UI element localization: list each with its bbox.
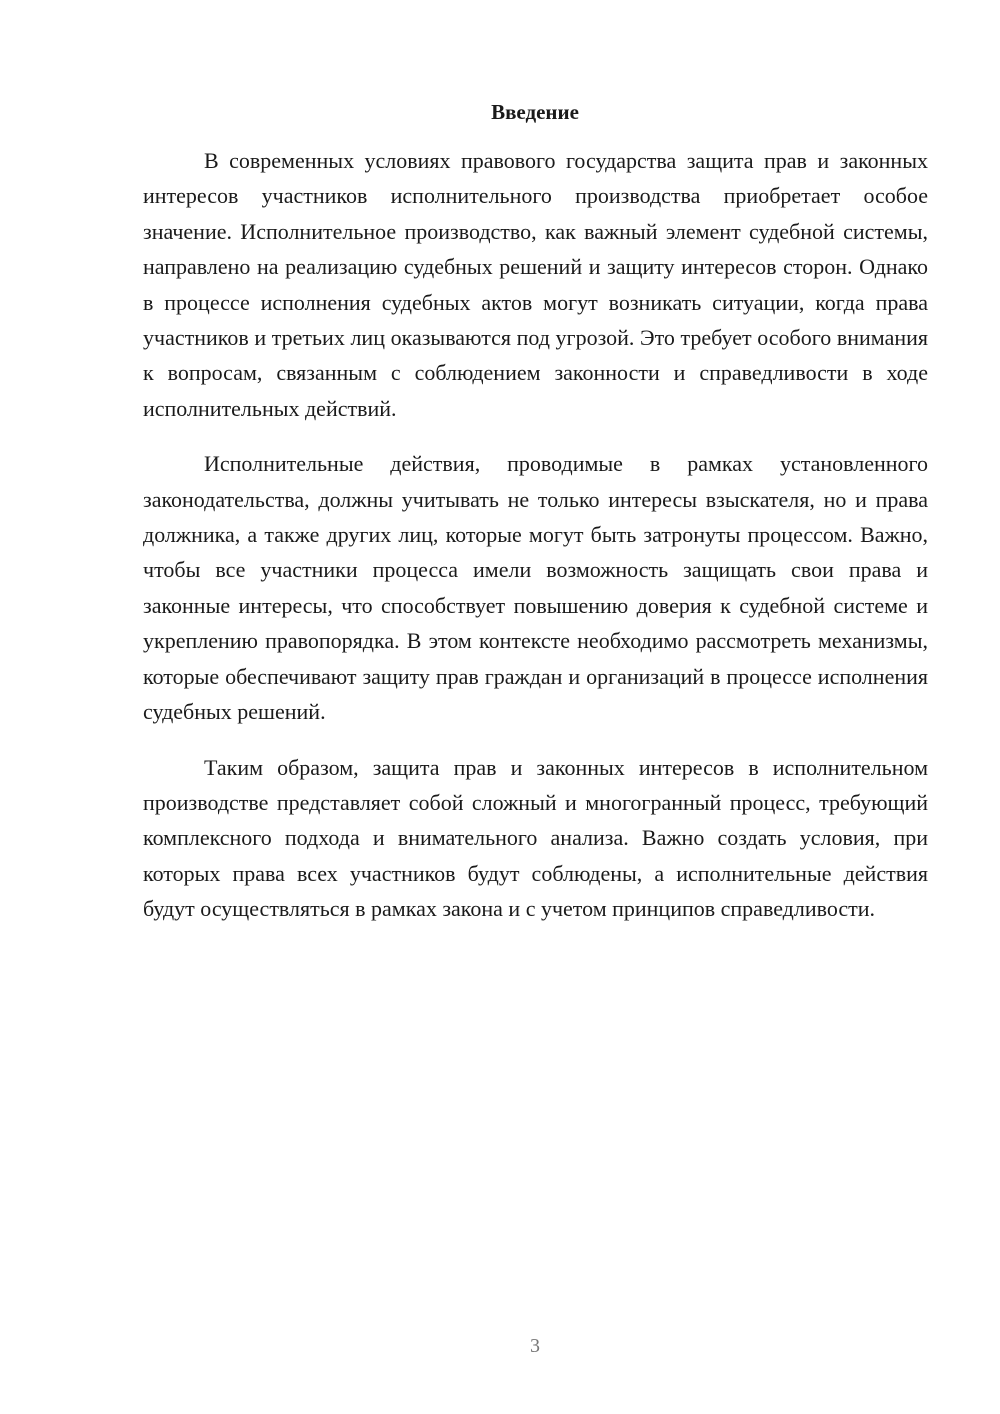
- paragraph-2: Исполнительные действия, проводимые в рамках установленного законодательства, должны учитывать не только интересы взыскателя, но и права должника, а также других лиц, которые могут быть затронуты процессом. Важно, чтобы все участники процесса имели возможность защищать свои права и законные интересы, что способствует повышению доверия к судебной системе и укреплению правопорядка. В этом контексте необходимо рассмотреть механизмы, которые обеспечивают защиту прав граждан и организаций в процессе исполнения судебных решений.: [143, 451, 928, 725]
- paragraph-1: В современных условиях правового государства защита прав и законных интересов участников исполнительного производства приобретает особое значение. Исполнительное производство, как важный элемент судебной системы, направлено на реализацию судебных решений и защиту интересов сторон. Однако в процессе исполнения судебных актов могут возникать ситуации, когда права участников и третьих лиц оказываются под угрозой. Это требует особого внимания к вопросам, связанным с соблюдением законности и справедливости в ходе исполнительных действий.: [143, 148, 928, 421]
- paragraph-3: Таким образом, защита прав и законных интересов в исполнительном производстве представляет собой сложный и многогранный процесс, требующий комплексного подхода и внимательного анализа. Важно создать условия, при которых права всех участников будут соблюдены, а исполнительные действия будут осуществляться в рамках закона и с учетом принципов справедливости.: [143, 754, 928, 922]
- page-number: 3: [530, 1335, 540, 1357]
- document-body: [143, 143, 928, 947]
- page-title: Введение: [491, 100, 579, 124]
